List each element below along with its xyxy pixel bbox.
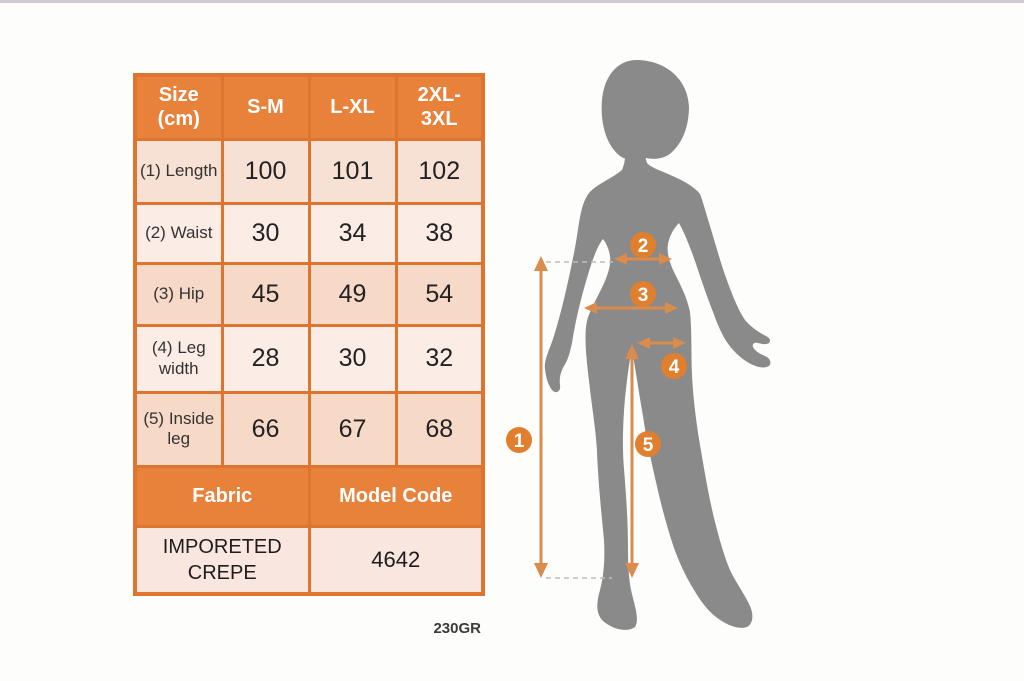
value-cell: 49: [309, 263, 396, 325]
marker-number: 1: [513, 431, 525, 452]
marker-number: 4: [668, 357, 680, 378]
measure-marker-4: [661, 353, 687, 379]
value-cell: 30: [222, 203, 309, 263]
row-label-waist: (2) Waist: [135, 203, 222, 263]
value-cell: 38: [396, 203, 483, 263]
value-cell: 68: [396, 392, 483, 466]
female-silhouette-body: [545, 145, 771, 630]
value-cell: 45: [222, 263, 309, 325]
value-cell: 34: [309, 203, 396, 263]
fabric-value: IMPORETED CREPE: [135, 526, 309, 594]
marker-number: 2: [637, 236, 649, 257]
value-cell: 67: [309, 392, 396, 466]
measure-marker-5: [635, 431, 661, 457]
value-cell: 54: [396, 263, 483, 325]
measure-marker-1: [506, 427, 532, 453]
value-cell: 102: [396, 139, 483, 203]
weight-note: 230GR: [433, 620, 481, 637]
row-label-inside-leg: (5) Inside leg: [135, 392, 222, 466]
col-header-s-m: S-M: [222, 75, 309, 139]
value-cell: 32: [396, 325, 483, 392]
row-label-hip: (3) Hip: [135, 263, 222, 325]
col-header-l-xl: L-XL: [309, 75, 396, 139]
model-code-header: Model Code: [309, 466, 483, 526]
value-cell: 100: [222, 139, 309, 203]
value-cell: 101: [309, 139, 396, 203]
measure-marker-3: [630, 281, 656, 307]
fabric-header: Fabric: [135, 466, 309, 526]
row-label-length: (1) Length: [135, 139, 222, 203]
marker-number: 3: [637, 285, 649, 306]
measure-arrow-length: [534, 256, 548, 578]
col-header-2xl-3xl: 2XL-3XL: [396, 75, 483, 139]
value-cell: 28: [222, 325, 309, 392]
col-header-size-cm: Size (cm): [135, 75, 222, 139]
marker-number: 5: [642, 435, 654, 456]
model-code-value: 4642: [309, 526, 483, 594]
measure-marker-2: [630, 232, 656, 258]
row-label-leg-width: (4) Leg width: [135, 325, 222, 392]
value-cell: 66: [222, 392, 309, 466]
value-cell: 30: [309, 325, 396, 392]
female-silhouette-head: [602, 60, 689, 159]
